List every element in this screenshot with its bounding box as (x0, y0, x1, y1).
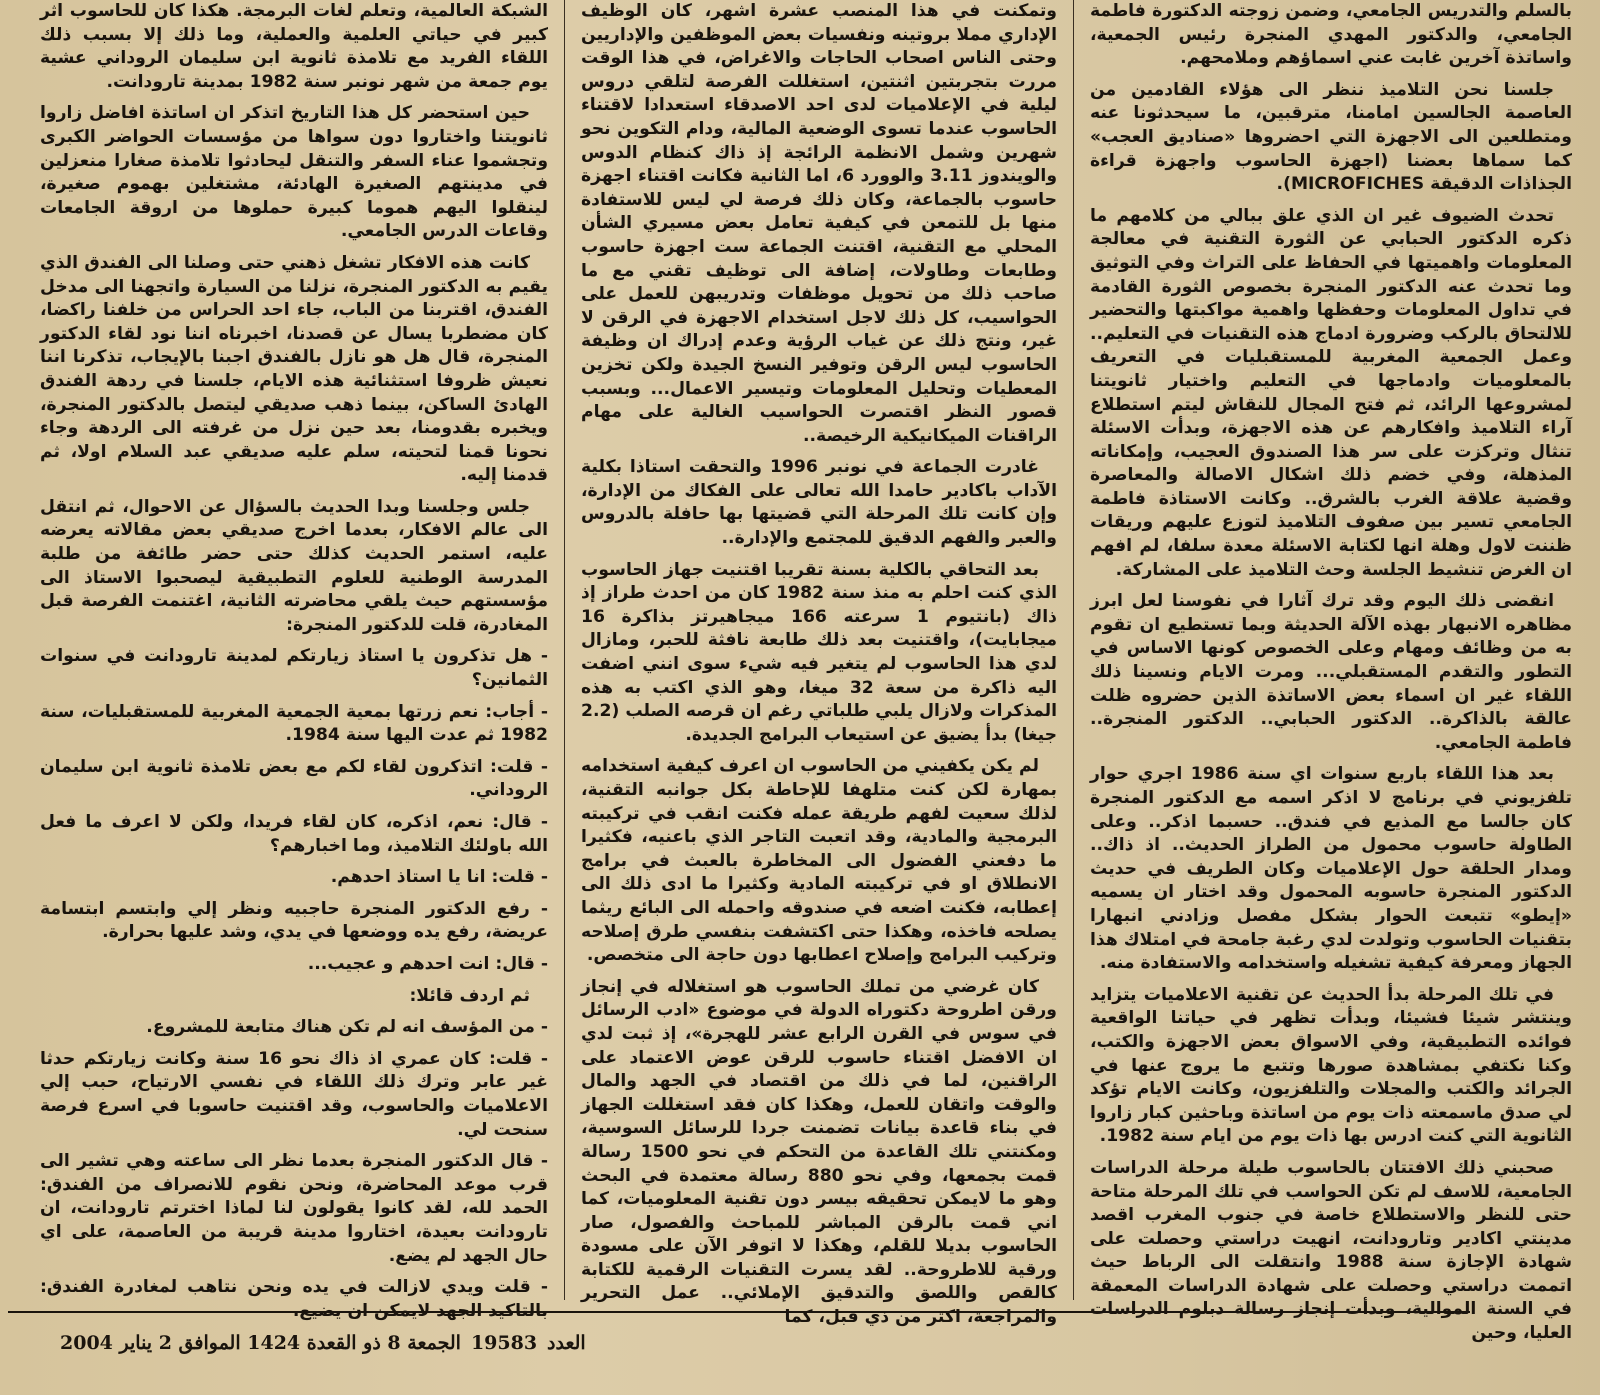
article-paragraph: انقضى ذلك اليوم وقد ترك آثارا في نفوسنا لعل ابرز مظاهره الانبهار بهذه الآلة الحديثة وبما تستطيع ان تقوم به من وظائف ومهام وعلى الخصوص كونها الاساس في التطور والتقدم المستقبلي... ومرت الايام ونسينا ذلك اللقاء غير ان اسماء بعض الاساتذة الذين حضروه ظلت عالقة بالذاكرة.. الدكتور الحبابي.. الدكتور المنجرة.. فاطمة الجامعي. (1090, 591, 1572, 753)
article-paragraph: بعد التحاقي بالكلية بسنة تقريبا اقتنيت جهاز الحاسوب الذي كنت احلم به منذ سنة 1982 كان من احدث طراز إذ ذاك (بانتيوم 1 سرعته 166 ميجاهيرتز بذاكرة 16 ميجابايت)، واقتنيت بعد ذلك طابعة نافثة للحبر، ومازال لدي هذا الحاسوب لم يتغير فيه شيء سوى انني اضفت اليه ذاكرة من سعة 32 ميغا، وهو الذي اكتب به هذه المذكرات ولازال يلبي طلباتي رغم ان قرصه الصلب (2.2 جيغا) بدأ يضيق عن استيعاب البرامج الجديدة. (581, 559, 1057, 745)
article-paragraph: جلسنا نحن التلاميذ ننظر الى هؤلاء القادمين من العاصمة الجالسين امامنا، مترقبين، ما سيحدثونا عنه ومتطلعين الى الاجهزة التي احضروها «صناديق العجب» كما سماها بعضنا (اجهزة الحاسوب واجهزة قراءة الجذاذات الدقيقة MICROFICHES). (1090, 79, 1572, 195)
article-paragraph: غادرت الجماعة في نونبر 1996 والتحقت استاذا بكلية الآداب باكادير حامدا الله تعالى على الفكاك من الإدارة، وإن كانت تلك المرحلة التي قضيتها بها حافلة بالدروس والعبر والفهم الدقيق للمجتمع والإدارة.. (581, 457, 1057, 549)
issue-number: 19583 (470, 1332, 538, 1354)
article-paragraph: - أجاب: نعم زرتها بمعية الجمعية المغربية للمستقبليات، سنة 1982 ثم عدت اليها سنة 1984. (40, 701, 548, 746)
article-paragraph: في تلك المرحلة بدأ الحديث عن تقنية الاعلاميات يتزايد وينتشر شيئا فشيئا، وبدأت تظهر في حياتنا الواقعية فوائده التطبيقية، وفي الاسواق بعض الاجهزة والكتب، وكنا نكتفي بمشاهدة صورها وتتبع ما يروج عنها في الجرائد والكتب والمجلات والتلفزيون، وكانت الايام تؤكد لي صدق ماسمعته ذات يوم من اساتذة وباحثين كبار زاروا الثانوية التي كنت ادرس بها ذات يوم من ايام سنة 1982. (1090, 984, 1572, 1147)
article-paragraph: وتمكنت في هذا المنصب عشرة اشهر، كان الوظيف الإداري مملا بروتينه ونفسيات بعض الموظفين والإداريين وحتى الناس اصحاب الحاجات والاغراض، في هذا الوقت مررت بتجربتين اثنتين، استغللت الفرصة لتلقي دروس ليلية في الإعلاميات لدى احد الاصدقاء استعدادا لاقتناء الحاسوب عندما تسوى الوضعية المالية، ودام التكوين نحو شهرين وشمل الانظمة الرائجة إذ ذاك كنظام الدوس والويندوز 3.11 والوورد 6، اما الثانية فكانت اقتناء اجهزة حاسوب بالجماعة، وكان ذلك فرصة لي ليس للاستفادة منها بل للتمعن في كيفية تعامل بعض مسيري الشأن المحلي مع التقنية، اقتنت الجماعة ست اجهزة حاسوب وطابعات وطاولات، إضافة الى توظيف تقني مع ما صاحب ذلك من تحويل موظفات وتدريبهن للعمل على الحواسيب، كل ذلك لاجل استخدام الاجهزة في الرقن لا غير، ونتج ذلك عن غياب الرؤية وعدم إدراك ان وظيفة الحاسوب ليس الرقن وتوفير النسخ الجيدة ولكن تخزين المعطيات وتحليل المعلومات وتيسير الاعمال... وبسبب قصور النظر اقتصرت الحواسيب الغالية على مهام الراقنات الميكانيكية الرخيصة.. (581, 1, 1058, 446)
issue-footer (50, 1330, 590, 1356)
article-column-right (1074, 0, 1588, 1344)
article-paragraph: تحدث الضيوف غير ان الذي علق ببالي من كلامهم ما ذكره الدكتور الحبابي عن الثورة التقنية في معالجة المعلومات واهميتها في الحفاظ على التراث وفي التوثيق وما تحدث عنه الدكتور المنجرة بخصوص الثورة القادمة في تداول المعلومات وحفظها واهمية مواكبتها والتحضير للالتحاق بالركب وضرورة ادماج هذه التقنيات في التعليم.. وعمل الجمعية المغربية للمستقبليات في التعريف بالمعلوميات وادماجها في التعليم واختيار ثانويتنا لمشروعها الرائد، ثم فتح المجال للنقاش ليتم استطلاع آراء التلاميذ وافكارهم عن هذه الاجهزة، وبدأت الاسئلة تنثال وتركزت على سر هذا الصندوق العجيب، وإمكاناته المذهلة، وفي خضم ذلك اشكال الاصالة والمعاصرة وقضية علاقة الغرب بالشرق.. وكانت الاستاذة فاطمة الجامعي تسير بين صفوف التلاميذ لتوزع عليهم وريقات ظننت لاول وهلة انها لكتابة الاسئلة معدة سلفا، لم افهم ان الغرض تنشيط الجلسة وحث التلاميذ على المشاركة. (1090, 205, 1572, 580)
article-paragraph: - رفع الدكتور المنجرة حاجبيه ونظر إلي وابتسم ابتسامة عريضة، رفع يده ووضعها في يدي، وشد عليها بحرارة. (40, 898, 548, 943)
article-paragraph: كانت هذه الافكار تشغل ذهني حتى وصلنا الى الفندق الذي يقيم به الدكتور المنجرة، نزلنا من السيارة واتجهنا الى مدخل الفندق، اقتربنا من الباب، جاء احد الحراس من خلفنا راكضا، كان مضطربا يسال عن قصدنا، اخبرناه اننا نود لقاء الدكتور المنجرة، قال هل هو نازل بالفندق اجبنا بالإيجاب، تذكرنا اننا نعيش ظروفا استثنائية هذه الايام، جلسنا في ردهة الفندق الهادئ الساكن، بينما ذهب صديقي ليتصل بالدكتور المنجرة، ويخبره بقدومنا، بعد حين نزل من غرفته الى الردهة وجاء نحونا قمنا لتحيته، سلم عليه صديقي عبد السلام اولا، ثم قدمنا إليه. (40, 252, 548, 486)
issue-date: الجمعة 8 ذو القعدة 1424 الموافق 2 يناير 2004 (60, 1332, 461, 1354)
article-paragraph: جلس وجلسنا وبدا الحديث بالسؤال عن الاحوال، ثم انتقل الى عالم الافكار، بعدما اخرج صديقي بعض مقالاته يعرضه عليه، استمر الحديث كذلك حتى حضر طائفة من طلبة المدرسة الوطنية للعلوم التطبيقية ليصحبوا الاستاذ الى مؤسستهم حيث يلقي محاضرته الثانية، اغتنمت الفرصة قبل المغادرة، قلت للدكتور المنجرة: (40, 496, 548, 635)
article-paragraph: - قال: انت احدهم و عجيب... (307, 953, 548, 974)
article-paragraph: - قلت: كان عمري اذ ذاك نحو 16 سنة وكانت زيارتكم حدثا غير عابر وترك ذلك اللقاء في نفسي الارتياح، حبب إلي الاعلاميات والحاسوب، وقد اقتنيت حاسوبا في اسرع فرصة سنحت لي. (40, 1048, 548, 1140)
article-column-middle (564, 0, 1074, 1328)
article-paragraph: - قلت: انا يا استاذ احدهم. (330, 867, 548, 888)
article-paragraph: صحبني ذلك الافتتان بالحاسوب طيلة مرحلة الدراسات الجامعية، للاسف لم تكن الحواسب في تلك المرحلة متاحة حتى للنظر والاستطلاع خاصة في جنوب المغرب اقصد مدينتي اكادير وتارودانت، انهيت دراستي وحصلت على شهادة الإجازة سنة 1988 وانتقلت الى الرباط حيث اتممت دراستي وحصلت على شهادة الدراسات المعمقة في السنة الموالية، وبدأت إنجاز رسالة دبلوم الدراسات العليا، وحين (1090, 1157, 1572, 1344)
article-paragraph: لم يكن يكفيني من الحاسوب ان اعرف كيفية استخدامه بمهارة لكن كنت متلهفا للإحاطة بكل جوانبه التقنية، لذلك سعيت لفهم طريقة عمله فكنت انقب في تركيبته البرمجية والمادية، وقد اتعبت التاجر الذي باعنيه، فكثيرا ما دفعني الفضول الى المخاطرة بالعبث في برامج الانطلاق او في تركيبته المادية وكثيرا ما ادى ذلك الى إعطابه، فكنت اضعه في صندوقه واحمله الى البائع ريثما يصلحه فاخذه، وهكذا حتى اكتشفت بنفسي طرق إصلاحه وتركيب البرامج وإصلاح اعطابها دون حاجة الى متخصص. (581, 756, 1057, 966)
article-paragraph: بعد هذا اللقاء باربع سنوات اي سنة 1986 اجري حوار تلفزيوني في برنامج لا اذكر اسمه مع الدكتور المنجرة كان جالسا مع المذيع في فندق.. حسبما اذكر.. وعلى الطاولة حاسوب محمول من الطراز الحديث.. اذ ذاك.. ومدار الحلقة حول الإعلاميات وكان الطريف في حديث الدكتور المنجرة حاسوبه المحمول وقد اختار ان يسميه «إيطو» تتبعت الحوار بشكل مفصل وزادني انبهارا بتقنيات الحاسوب وتولدت لدي رغبة جامحة في امتلاك هذا الجهاز ومعرفة كيفية تشغيله واستخدامه والاستفادة منه. (1090, 764, 1572, 974)
article-paragraph: - هل تذكرون يا استاذ زيارتكم لمدينة تارودانت في سنوات الثمانين؟ (40, 646, 548, 691)
issue-label: العدد (547, 1332, 586, 1354)
article-column-left (24, 0, 564, 1321)
article-paragraph: حين استحضر كل هذا التاريخ اتذكر ان اساتذة افاضل زاروا ثانويتنا واختاروا دون سواها من مؤسسات الحواضر الكبرى وتجشموا عناء السفر والتنقل ليحادثوا تلامذة صغارا منعزلين في مدينتهم الصغيرة الهادئة، مشتغلين بهموم صغيرة، لينقلوا اليهم هموما كبيرة حملوها من اروقة الجامعات وقاعات الدرس الجامعي. (40, 103, 548, 242)
article-paragraph: كان غرضي من تملك الحاسوب هو استغلاله في إنجاز ورقن اطروحة دكتوراه الدولة في موضوع «ادب الرسائل في سوس في القرن الرابع عشر للهجرة»، إذ ثبت لدي ان الافضل اقتناء حاسوب للرقن عوض الاعتماد على الراقنين، لما في ذلك من اقتصاد في الجهد والمال والوقت واتقان للعمل، وهكذا كان فقد استغللت الجهاز في بناء قاعدة بيانات تضمنت جردا للرسائل السوسية، ومكنتني تلك القاعدة من التحكم في نحو 1500 رسالة قمت بجمعها، وفي نحو 880 رسالة معتمدة في البحث وهو ما لايمكن تحقيقه بيسر دون تقنية المعلوميات، كما اني قمت بالرقن المباشر للمباحث والفصول، صار الحاسوب بديلا للقلم، وهكذا لا اتوفر الآن على مسودة ورقية للاطروحة.. لقد يسرت التقنيات الرقمية للكتابة كالقص واللصق والتدقيق الإملائي.. عمل التحرير والمراجعة، اكثر من ذي قبل، كما (581, 976, 1057, 1328)
article-paragraph: - قلت ويدي لازالت في يده ونحن نتاهب لمغادرة الفندق: بالتاكيد الجهد لايمكن ان يضيع. (40, 1277, 548, 1321)
article-paragraph: - قال: نعم، اذكره، كان لقاء فريدا، ولكن لا اعرف ما فعل الله باولئك التلاميذ، وما اخبارهم؟ (40, 812, 548, 856)
article-paragraph: الشبكة العالمية، وتعلم لغات البرمجة. هكذا كان للحاسوب اثر كبير في حياتي العلمية والعملية، وما ذلك إلا بسبب ذلك اللقاء الفريد مع تلامذة ثانوية ابن سليمان الروداني عشية يوم جمعة من شهر نونبر سنة 1982 بمدينة تارودانت. (40, 1, 548, 92)
article-paragraph: - قلت: اتذكرون لقاء لكم مع بعض تلامذة ثانوية ابن سليمان الروداني. (40, 756, 548, 801)
footer-rule (8, 1311, 1470, 1313)
article-paragraph: - قال الدكتور المنجرة بعدما نظر الى ساعته وهي تشير الى قرب موعد المحاضرة، ونحن نقوم للانصراف من الفندق: الحمد لله، لقد كانوا يقولون لنا لماذا اخترتم تارودانت، ان تارودانت بعيدة، اختاروا مدينة قريبة من العاصمة، على اي حال الجهد لم يضع. (40, 1151, 548, 1266)
article-paragraph: ثم اردف قائلا: (409, 985, 530, 1006)
article-paragraph: - من المؤسف انه لم تكن هناك متابعة للمشروع. (146, 1017, 548, 1038)
article-paragraph: بالسلم والتدريس الجامعي، وضمن زوجته الدكتورة فاطمة الجامعي، والدكتور المهدي المنجرة رئيس الجمعية، واساتذة آخرين غابت عني اسماؤهم وملامحهم. (1090, 1, 1572, 69)
